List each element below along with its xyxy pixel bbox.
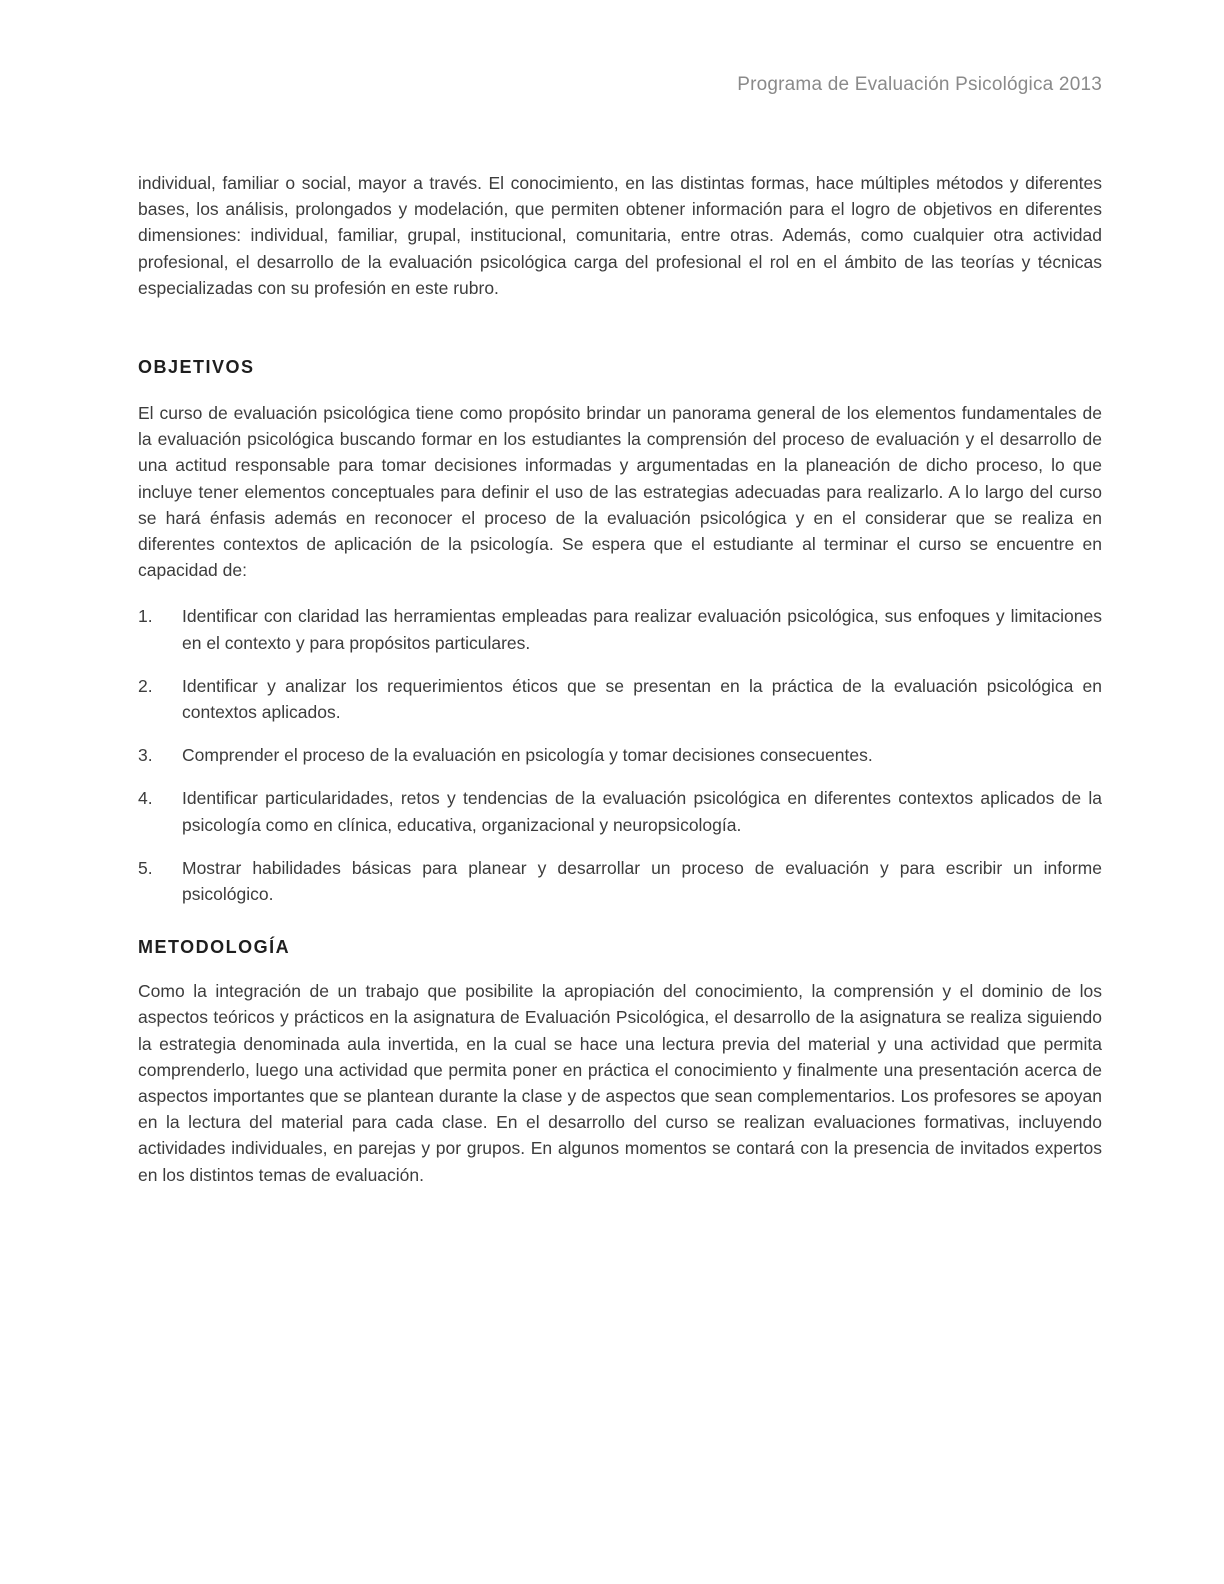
objetivos-paragraph: El curso de evaluación psicológica tiene como propósito brindar un panorama general de los elementos fundamentales de la evaluación psicológica buscando formar en los estudiantes la comprensión del proceso de evaluación y el desarrollo de una actitud responsable para tomar decisiones informadas y argumentadas en la planeación de dicho proceso, lo que incluye tener elementos conceptuales para definir el uso de las estrategias adecuadas para realizarlo. A lo largo del curso se hará énfasis además en reconocer el proceso de la evaluación psicológica y en el considerar que se realiza en diferentes contextos de aplicación de la psicología. Se espera que el estudiante al terminar el curso se encuentre en capacidad de: bbox=[138, 403, 1102, 581]
metodologia-heading: METODOLOGÍA bbox=[138, 937, 291, 958]
objetivos-list bbox=[138, 603, 1102, 907]
list-item-number: 1. bbox=[138, 606, 153, 627]
list-item-text: Identificar y analizar los requerimientos éticos que se presentan en la práctica de la evaluación psicológica en contextos aplicados. bbox=[182, 675, 1102, 723]
page-content bbox=[138, 170, 1102, 1188]
list-item-text: Comprender el proceso de la evaluación en psicología y tomar decisiones consecuentes. bbox=[182, 745, 873, 766]
objetivos-heading: OBJETIVOS bbox=[138, 357, 255, 378]
list-item bbox=[138, 742, 1102, 768]
list-item-text: Identificar particularidades, retos y tendencias de la evaluación psicológica en diferentes contextos aplicados de la psicología como en clínica, educativa, organizacional y neuropsicología. bbox=[182, 788, 1102, 835]
list-item-text: Identificar con claridad las herramientas empleadas para realizar evaluación psicológica, sus enfoques y limitaciones en el contexto y para propósitos particulares. bbox=[182, 606, 1102, 653]
list-item-number: 4. bbox=[138, 788, 153, 809]
list-item-number: 2. bbox=[138, 675, 153, 696]
list-item bbox=[138, 785, 1102, 837]
running-header: Programa de Evaluación Psicológica 2013 bbox=[737, 74, 1102, 95]
list-item-number: 5. bbox=[138, 857, 153, 878]
list-item bbox=[138, 673, 1102, 725]
metodologia-paragraph: Como la integración de un trabajo que posibilite la apropiación del conocimiento, la comprensión y el dominio de los aspectos teóricos y prácticos en la asignatura de Evaluación Psicológica, el desarrollo de la asignatura se realiza siguiendo la estrategia denominada aula invertida, en la cual se hace una lectura previa del material y una actividad que permita comprenderlo, luego una actividad que permita poner en práctica el conocimiento y finalmente una presentación acerca de aspectos importantes que se plantean durante la clase y de aspectos que sean complementarios. Los profesores se apoyan en la lectura del material para cada clase. En el desarrollo del curso se realizan evaluaciones formativas, incluyendo actividades individuales, en parejas y por grupos. En algunos momentos se contará con la presencia de invitados expertos en los distintos temas de evaluación. bbox=[138, 981, 1102, 1185]
list-item bbox=[138, 855, 1102, 907]
intro-paragraph: individual, familiar o social, mayor a través. El conocimiento, en las distintas formas, hace múltiples métodos y diferentes bases, los análisis, prolongados y modelación, que permiten obtener información para el logro de objetivos en diferentes dimensiones: individual, familiar, grupal, institucional, comunitaria, entre otras. Además, como cualquier otra actividad profesional, el desarrollo de la evaluación psicológica carga del profesional el rol en el ámbito de las teorías y técnicas especializadas con su profesión en este rubro. bbox=[138, 173, 1102, 298]
list-item-number: 3. bbox=[138, 745, 153, 766]
list-item-text: Mostrar habilidades básicas para planear y desarrollar un proceso de evaluación y para escribir un informe psicológico. bbox=[182, 857, 1102, 905]
list-item bbox=[138, 603, 1102, 655]
